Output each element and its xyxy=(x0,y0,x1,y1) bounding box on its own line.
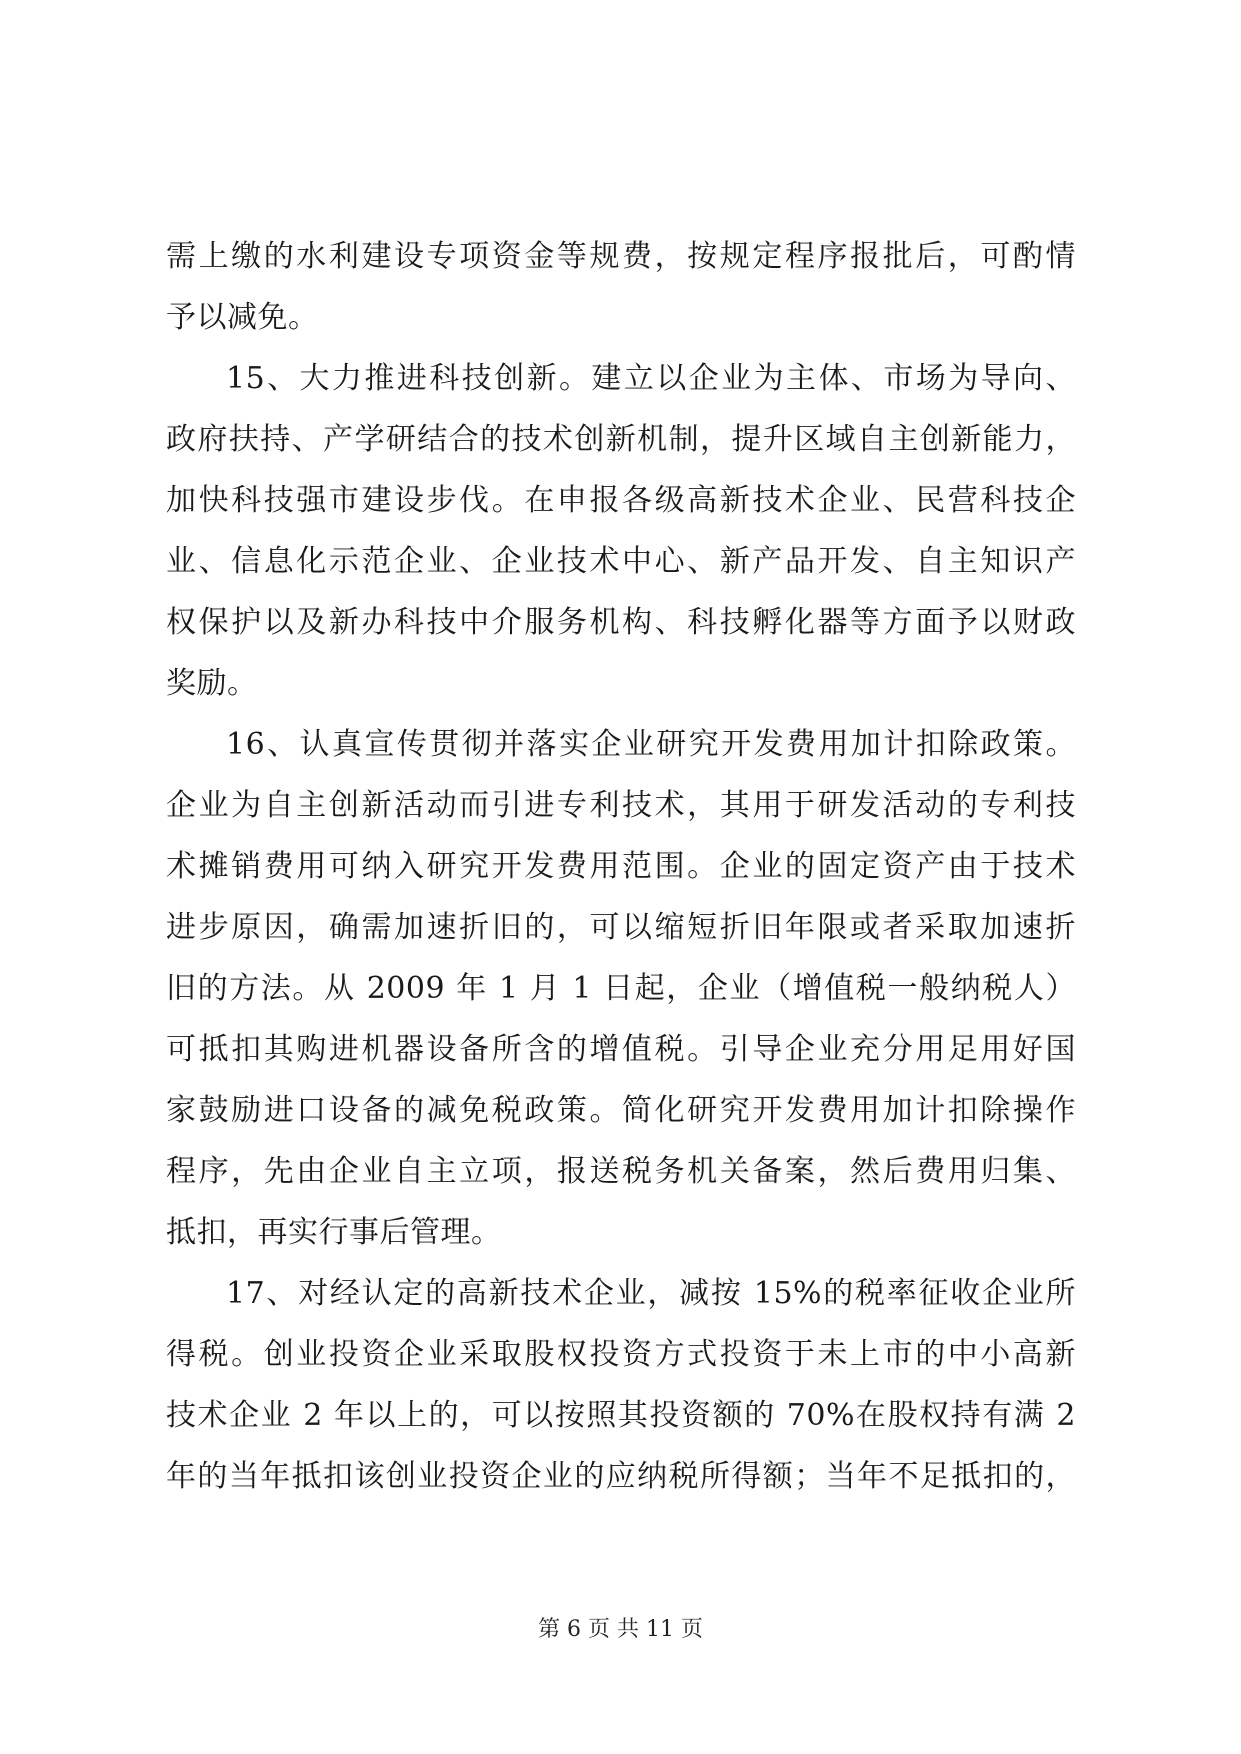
text-line: 需上缴的水利建设专项资金等规费，按规定程序报批后，可酌情 xyxy=(166,239,1076,274)
text-line: 旧的方法。从 2009 年 1 月 1 日起，企业（增值税一般纳税人） xyxy=(166,971,1076,1006)
text-line: 加快科技强市建设步伐。在申报各级高新技术企业、民营科技企 xyxy=(166,483,1076,518)
text-line: 予以减免。 xyxy=(166,300,319,335)
text-line: 术摊销费用可纳入研究开发费用范围。企业的固定资产由于技术 xyxy=(166,849,1076,884)
text-line: 进步原因，确需加速折旧的，可以缩短折旧年限或者采取加速折 xyxy=(166,910,1076,945)
text-line: 17、对经认定的高新技术企业，减按 15%的税率征收企业所 xyxy=(226,1276,1076,1311)
text-line: 企业为自主创新活动而引进专利技术，其用于研发活动的专利技 xyxy=(166,788,1076,823)
text-line: 程序，先由企业自主立项，报送税务机关备案，然后费用归集、 xyxy=(166,1154,1076,1189)
text-line: 15、大力推进科技创新。建立以企业为主体、市场为导向、 xyxy=(226,361,1076,396)
text-line: 抵扣，再实行事后管理。 xyxy=(166,1215,502,1250)
text-line: 年的当年抵扣该创业投资企业的应纳税所得额；当年不足抵扣的， xyxy=(166,1459,1076,1494)
text-line: 技术企业 2 年以上的，可以按照其投资额的 70%在股权持有满 2 xyxy=(166,1398,1076,1433)
text-line: 业、信息化示范企业、企业技术中心、新产品开发、自主知识产 xyxy=(166,544,1076,579)
text-line: 得税。创业投资企业采取股权投资方式投资于未上市的中小高新 xyxy=(166,1337,1076,1372)
text-line: 家鼓励进口设备的减免税政策。简化研究开发费用加计扣除操作 xyxy=(166,1093,1076,1128)
text-line: 16、认真宣传贯彻并落实企业研究开发费用加计扣除政策。 xyxy=(226,727,1076,762)
text-line: 权保护以及新办科技中介服务机构、科技孵化器等方面予以财政 xyxy=(166,605,1076,640)
text-line: 政府扶持、产学研结合的技术创新机制，提升区域自主创新能力， xyxy=(166,422,1076,457)
body-text xyxy=(166,226,1076,1507)
text-line: 奖励。 xyxy=(166,666,258,701)
text-line: 可抵扣其购进机器设备所含的增值税。引导企业充分用足用好国 xyxy=(166,1032,1076,1067)
page-footer: 第 6 页 共 11 页 xyxy=(538,1617,703,1642)
